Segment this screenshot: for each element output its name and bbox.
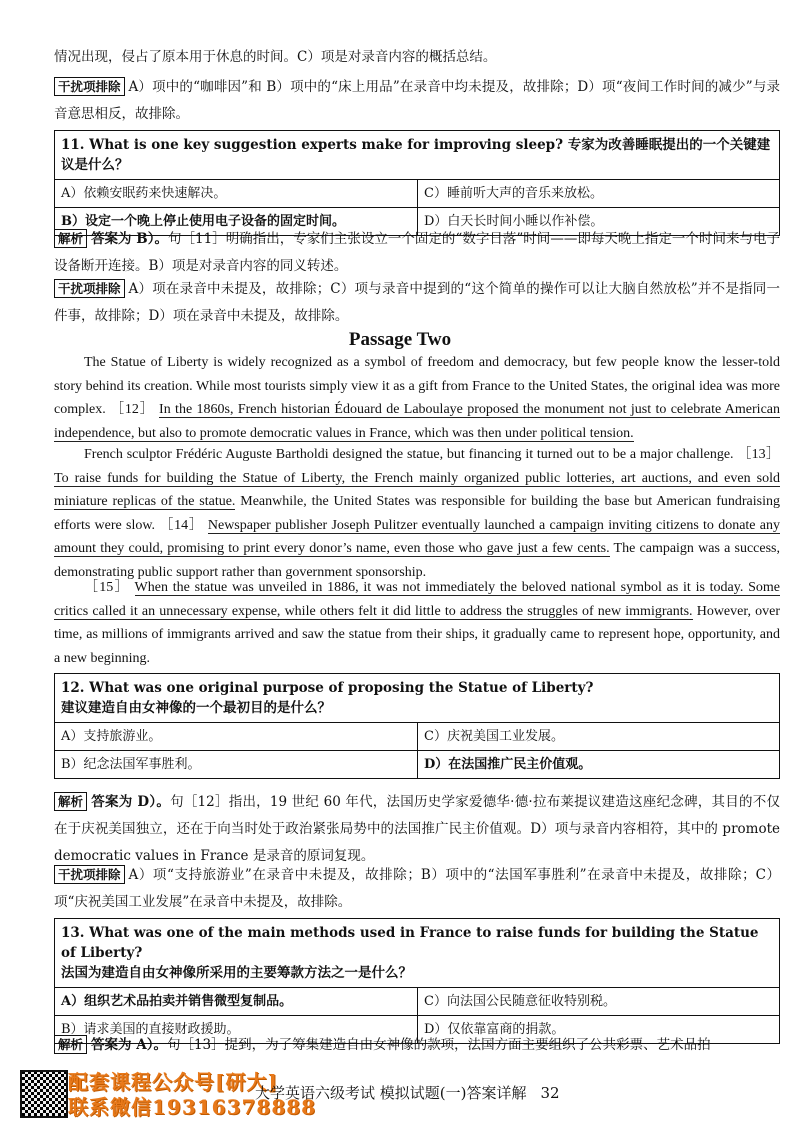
option-row (55, 751, 779, 778)
question-12-cn: 建议建造自由女神像的一个最初目的是什么？ (61, 700, 331, 716)
passage-paragraph-3 (54, 576, 780, 670)
question-13-en: 13. What was one of the main methods used in France to raise funds for building the Statue of Liberty? (61, 925, 759, 961)
analysis-12 (54, 789, 780, 870)
option-row (55, 723, 779, 751)
distractor-11 (54, 276, 780, 330)
option-c: C）庆祝美国工业发展。 (417, 723, 779, 750)
watermark-line-1: 配套课程公众号[研大] (68, 1070, 278, 1094)
passage-paragraph-2 (54, 443, 780, 584)
option-c: C）向法国公民随意征收特别税。 (417, 988, 779, 1015)
question-13-box (54, 918, 780, 1044)
question-12-box (54, 673, 780, 779)
analysis-tag: 解析 (54, 229, 87, 248)
underlined-sentence-13: To raise funds for building the Statue of Liberty, the French mainly organized public lotteries, art auctions, and even sold miniature replicas of the statue. (54, 470, 780, 509)
distractor-tag: 干扰项排除 (54, 865, 125, 884)
option-d: D）白天长时间小睡以作补偿。 (417, 208, 779, 235)
question-11-box (54, 130, 780, 236)
underlined-sentence-14: Newspaper publisher Joseph Pulitzer eventually launched a campaign inviting citizens to donate any amount they could, promising to print every donor’s name, even those who gave just a few cents. (54, 517, 780, 556)
option-a: A）支持旅游业。 (61, 729, 162, 744)
answer-label: 答案为 B）。 (91, 231, 168, 247)
distractor-text: A）项“支持旅游业”在录音中未提及，故排除；B）项中的“法国军事胜利”在录音中未提及，故排除；C）项“庆祝美国工业发展”在录音中未提及，故排除。 (54, 867, 780, 910)
passage-paragraph-1 (54, 351, 780, 445)
option-row (55, 988, 779, 1016)
analysis-text: 句［11］明确指出，专家们主张设立一个固定的“数字日落”时间——即每天晚上指定一个时间来与电子设备断开连接。B）项是对录音内容的同义转述。 (54, 231, 780, 274)
option-b: B）请求美国的直接财政援助。 (61, 1022, 240, 1037)
watermark-line-2: 联系微信19316378888 (68, 1095, 317, 1119)
passage-text: However, over time, as millions of immigrants arrived and saw the statue from their ships, it gradually came to represent hope, opportunity, and a new beginning. (54, 603, 780, 666)
option-b: B）纪念法国军事胜利。 (61, 757, 201, 772)
analysis-11 (54, 226, 780, 280)
underlined-sentence-12: In the 1860s, French historian Édouard de Laboulaye proposed the monument not just to celebrate American independence, but also to promote democratic values in France, which was then under political tension. (54, 402, 781, 441)
passage-text: ［15］ (84, 580, 130, 595)
option-c: C）睡前听大声的音乐来放松。 (417, 180, 779, 207)
option-b-correct: B）设定一个晚上停止使用电子设备的固定时间。 (61, 214, 345, 229)
passage-text: The campaign was a success, demonstrating public support rather than government sponsorship. (54, 541, 781, 580)
answer-label: 答案为 A）。 (91, 1037, 167, 1053)
question-13-text (55, 919, 779, 988)
distractor-tag: 干扰项排除 (54, 279, 125, 298)
question-12-text (55, 674, 779, 723)
distractor-tag: 干扰项排除 (54, 77, 125, 96)
analysis-tag: 解析 (54, 1035, 87, 1054)
question-12-en: 12. What was one original purpose of proposing the Statue of Liberty? (61, 680, 594, 696)
page-footer (255, 1082, 560, 1103)
question-13-cn: 法国为建造自由女神像所采用的主要筹款方法之一是什么？ (61, 965, 412, 981)
paragraph-top: 情况出现，侵占了原本用于休息的时间。C）项是对录音内容的概括总结。 (54, 49, 497, 65)
option-a-correct: A）组织艺术品拍卖并销售微型复制品。 (61, 994, 293, 1009)
option-row (55, 180, 779, 208)
underlined-sentence-15: When the statue was unveiled in 1886, it was not immediately the beloved national symbol as it is today. Some critics called it an unnecessary expense, while others felt it did little to address the struggles of new immigrants. (54, 580, 781, 619)
passage-text: French sculptor Frédéric Auguste Bartholdi designed the statue, but financing it turned out to be a major challenge. ［13］ (84, 447, 780, 462)
option-d: D）仅依靠富商的捐款。 (417, 1016, 779, 1043)
answer-label: 答案为 D）。 (91, 794, 171, 810)
passage-text: The Statue of Liberty is widely recognized as a symbol of freedom and democracy, but few people know the lesser-told story behind its creation. While most tourists simply view it as a gift from France to the United States, the original idea was more complex. ［12］ (54, 355, 780, 417)
analysis-13 (54, 1032, 780, 1059)
analysis-tag: 解析 (54, 792, 87, 811)
page-number: 32 (540, 1084, 560, 1102)
distractor-12 (54, 862, 780, 916)
passage-title: Passage Two (348, 329, 452, 350)
qr-code-icon (20, 1070, 68, 1118)
distractor-10 (54, 74, 780, 128)
analysis-text: 句［13］提到，为了筹集建造自由女神像的款项，法国方面主要组织了公共彩票、艺术品拍 (166, 1037, 711, 1053)
question-11-text: 11. What is one key suggestion experts make for improving sleep? 专家为改善睡眠提出的一个关键建议是什么？ (55, 131, 779, 180)
analysis-text: 句［12］指出，19 世纪 60 年代，法国历史学家爱德华·德·拉布莱提议建造这座纪念碑，其目的不仅在于庆祝美国独立，还在于向当时处于政治紧张局势中的法国推广民主价值观。D）项与录音内容相符，其中的 promote democratic values in France 是录音的原词复现。 (54, 794, 780, 864)
passage-text: Meanwhile, the United States was responsible for building the base but American fundraising efforts were slow. ［14］ (54, 494, 780, 533)
distractor-text: A）项在录音中未提及，故排除；C）项与录音中提到的“这个简单的操作可以让大脑自然放松”并不是指同一件事，故排除；D）项在录音中未提及，故排除。 (54, 281, 780, 324)
distractor-text: A）项中的“咖啡因”和 B）项中的“床上用品”在录音中均未提及，故排除；D）项“夜间工作时间的减少”与录音意思相反，故排除。 (54, 79, 780, 122)
footer-title: 大学英语六级考试 模拟试题(一)答案详解 (255, 1084, 527, 1102)
option-a: A）依赖安眠药来快速解决。 (61, 186, 227, 201)
option-d-correct: D）在法国推广民主价值观。 (417, 751, 779, 778)
